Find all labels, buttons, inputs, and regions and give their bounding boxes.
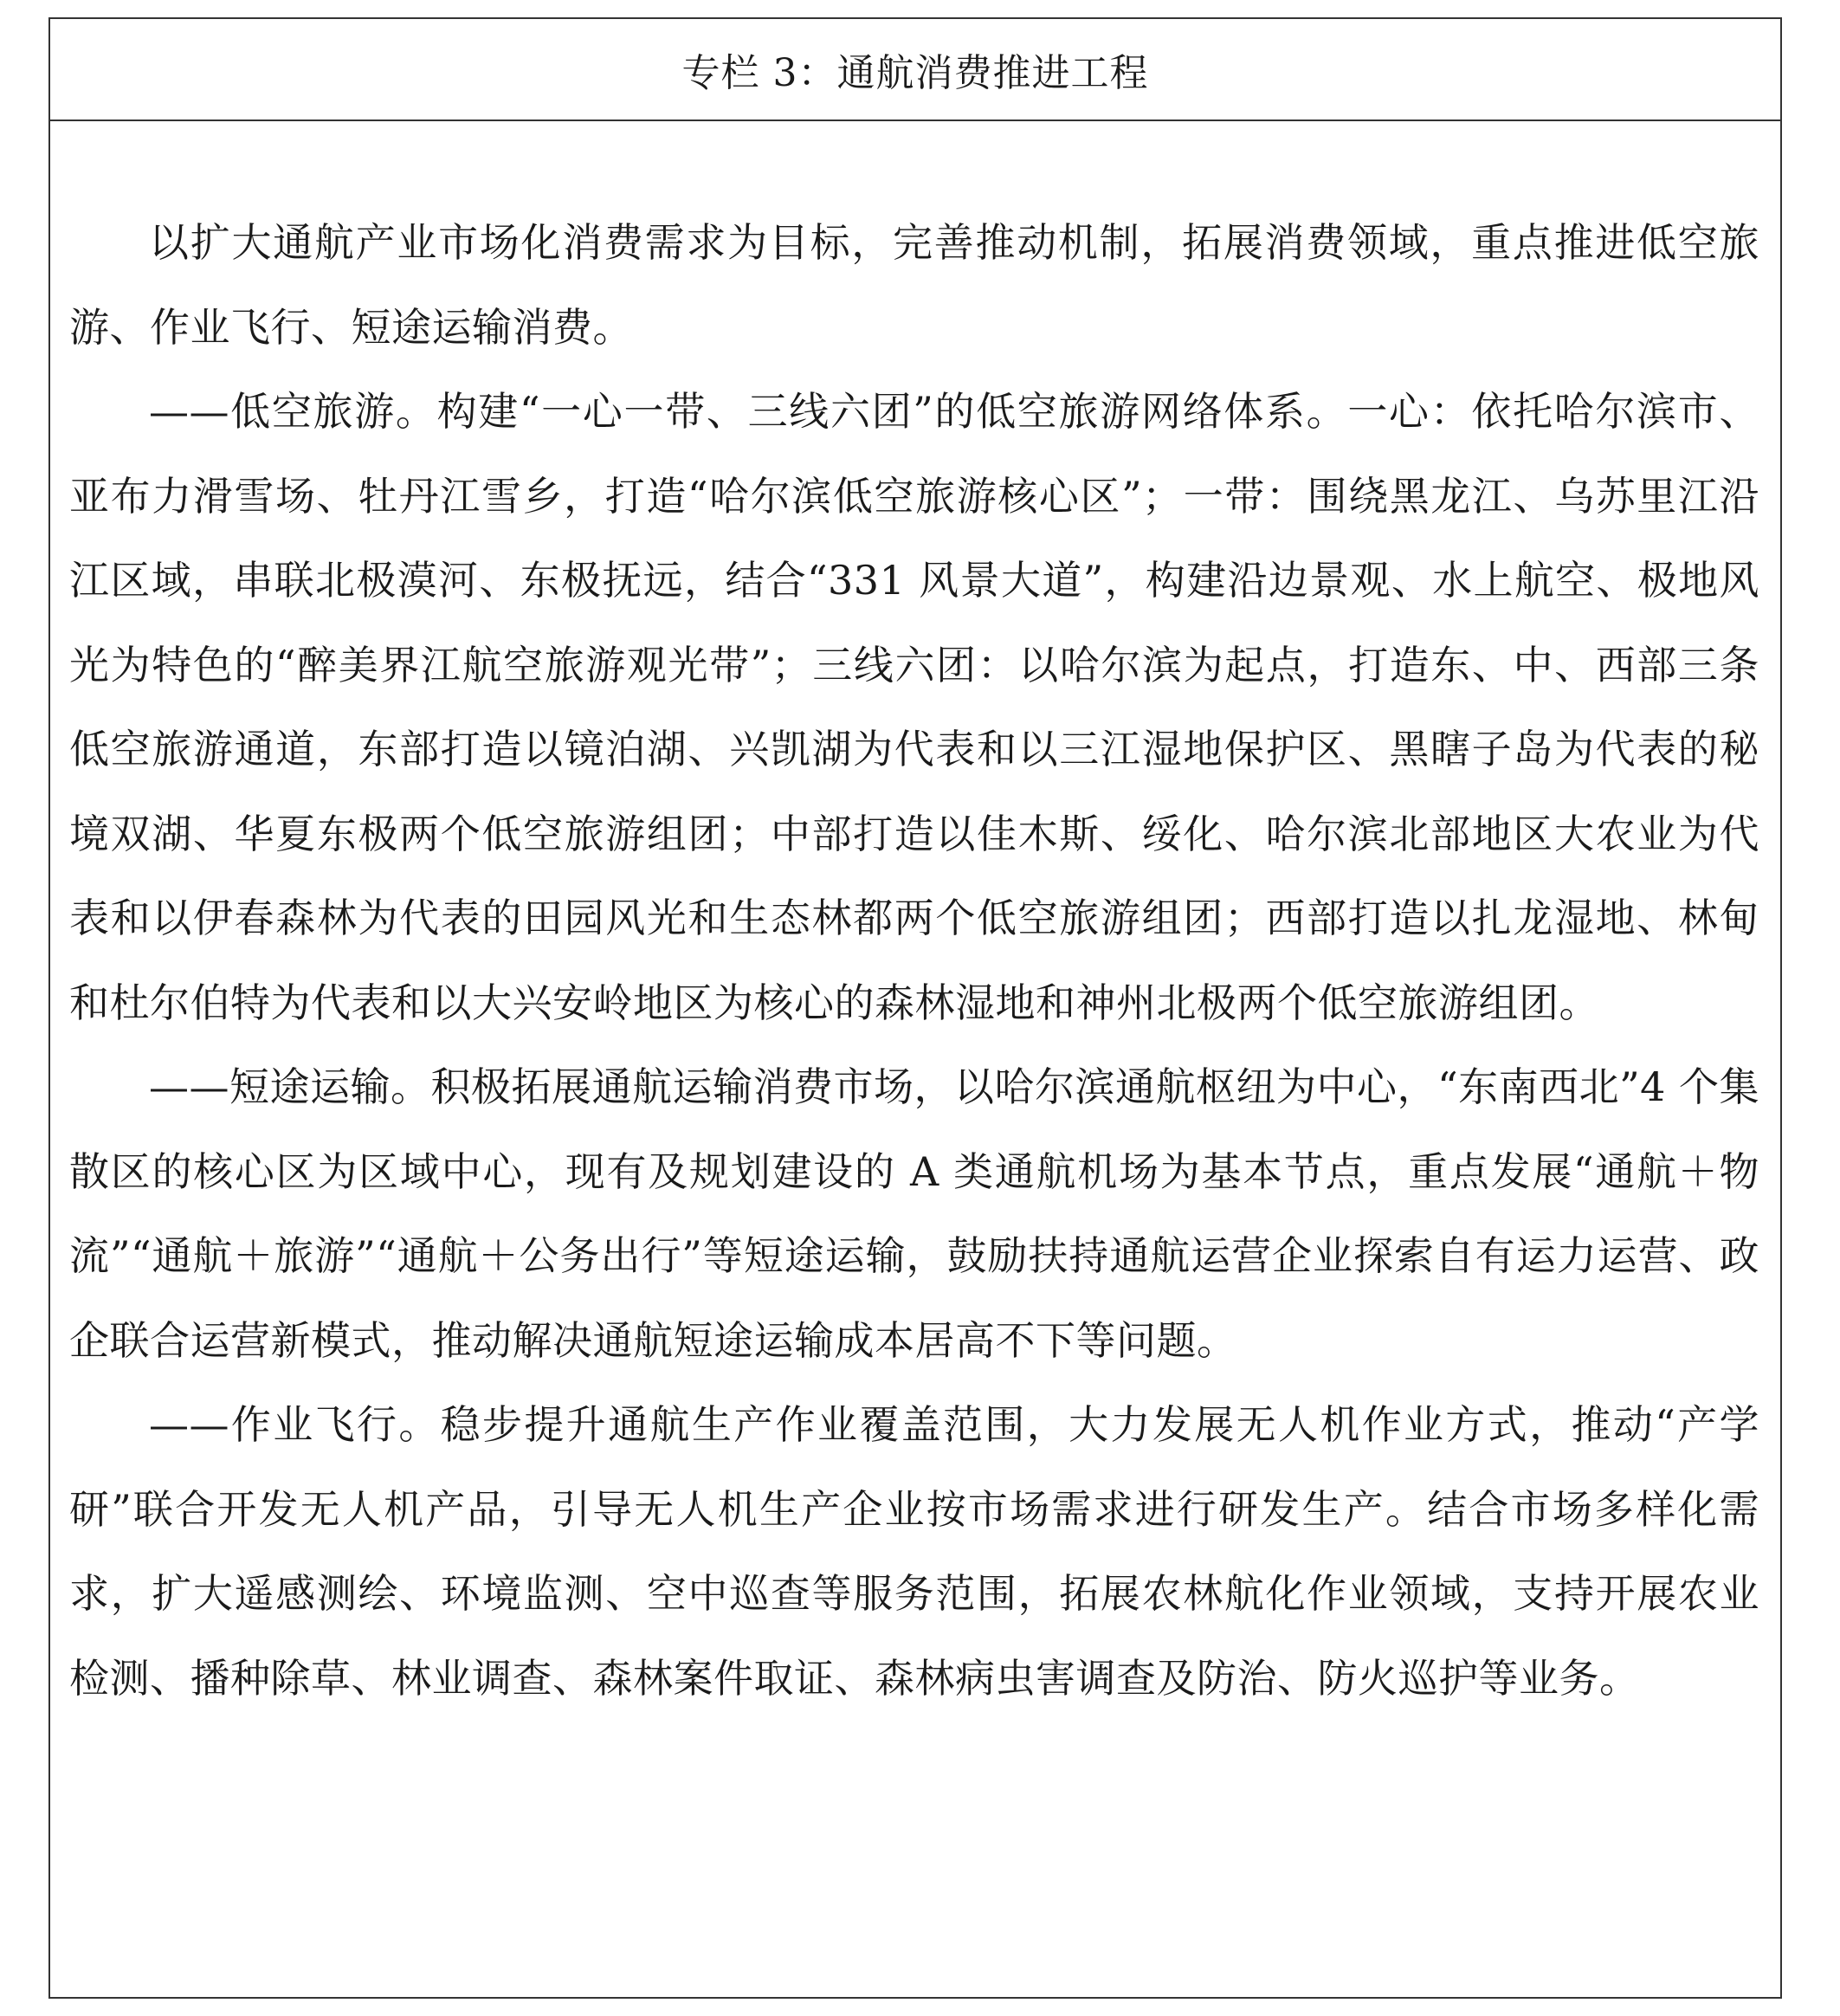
column-title: 专栏 3：通航消费推进工程 bbox=[50, 19, 1780, 121]
paragraph-low-altitude-tourism: ——低空旅游。构建“一心一带、三线六团”的低空旅游网络体系。一心：依托哈尔滨市、亚布力滑雪场、牡丹江雪乡，打造“哈尔滨低空旅游核心区”；一带：围绕黑龙江、乌苏里江沿江区域，串联北极漠河、东极抚远，结合“331 风景大道”，构建沿边景观、水上航空、极地风光为特色的“醉美界江航空旅游观光带”；三线六团：以哈尔滨为起点，打造东、中、西部三条低空旅游通道，东部打造以镜泊湖、兴凯湖为代表和以三江湿地保护区、黑瞎子岛为代表的秘境双湖、华夏东极两个低空旅游组团；中部打造以佳木斯、绥化、哈尔滨北部地区大农业为代表和以伊春森林为代表的田园风光和生态林都两个低空旅游组团；西部打造以扎龙湿地、林甸和杜尔伯特为代表和以大兴安岭地区为核心的森林湿地和神州北极两个低空旅游组团。 bbox=[69, 388, 1759, 1026]
column-body bbox=[50, 121, 1780, 1721]
column-box bbox=[48, 17, 1782, 1999]
paragraph-operational-flight: ——作业飞行。稳步提升通航生产作业覆盖范围，大力发展无人机作业方式，推动“产学研”联合开发无人机产品，引导无人机生产企业按市场需求进行研发生产。结合市场多样化需求，扩大遥感测绘、环境监测、空中巡查等服务范围，拓展农林航化作业领域，支持开展农业检测、播种除草、林业调查、森林案件取证、森林病虫害调查及防治、防火巡护等业务。 bbox=[69, 1401, 1759, 1702]
paragraph-intro: 以扩大通航产业市场化消费需求为目标，完善推动机制，拓展消费领域，重点推进低空旅游、作业飞行、短途运输消费。 bbox=[69, 219, 1759, 351]
paragraph-short-haul-transport: ——短途运输。积极拓展通航运输消费市场，以哈尔滨通航枢纽为中心，“东南西北”4 个集散区的核心区为区域中心，现有及规划建设的 A 类通航机场为基本节点，重点发展“通航＋物流”“通航＋旅游”“通航＋公务出行”等短途运输，鼓励扶持通航运营企业探索自有运力运营、政企联合运营新模式，推动解决通航短途运输成本居高不下等问题。 bbox=[69, 1063, 1759, 1364]
